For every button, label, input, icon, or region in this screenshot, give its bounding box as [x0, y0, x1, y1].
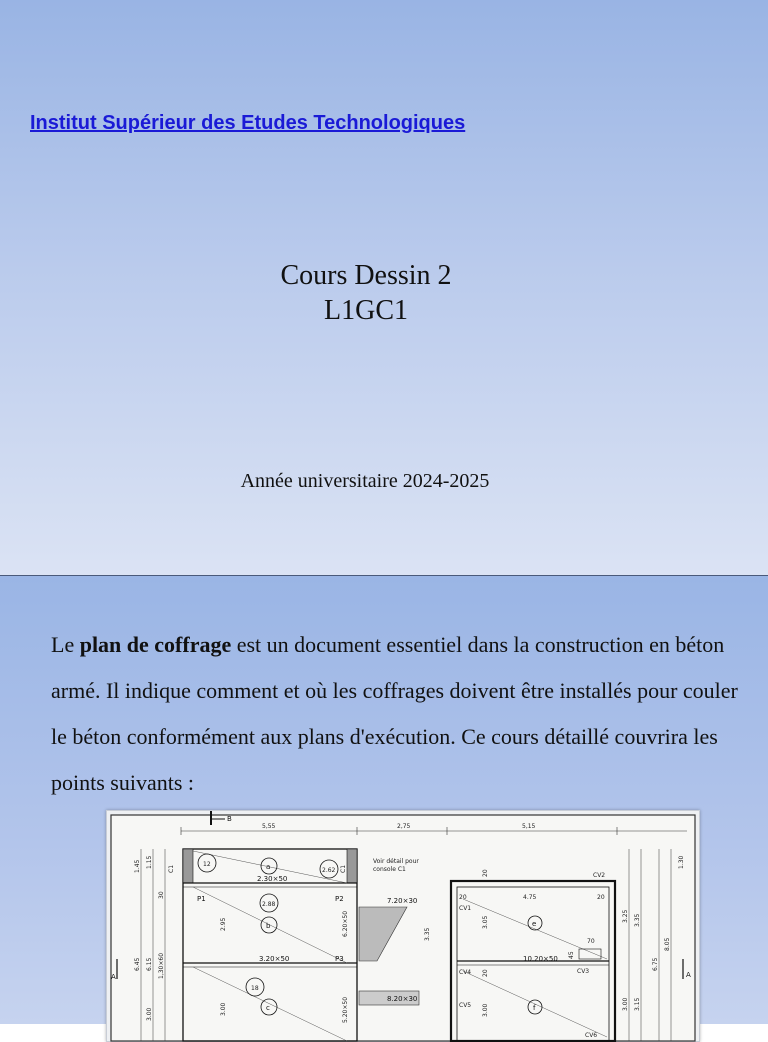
beam-3: 7.20×30 — [387, 897, 418, 905]
panel-e: e — [532, 920, 537, 928]
spot-262: 2.62 — [322, 867, 336, 874]
inner-dim-300: 3.00 — [220, 1002, 227, 1016]
inner-dim-300b: 3.00 — [482, 1003, 489, 1017]
inner-dim-295: 2.95 — [220, 917, 227, 931]
inner-dim-20a: 20 — [459, 894, 467, 901]
inner-dim-305: 3.05 — [482, 915, 489, 929]
opening-width: 70 — [587, 938, 595, 945]
right-dim-4: 6.75 — [652, 957, 659, 971]
formwork-plan-svg — [107, 811, 699, 1041]
opening-depth: 45 — [568, 951, 575, 959]
spot-18: 18 — [251, 985, 259, 992]
post-p1: P1 — [197, 895, 206, 903]
left-dim-6: 1,30×60 — [158, 952, 165, 979]
inner-dim-20b: 20 — [597, 894, 605, 901]
top-dim-2: 2,75 — [397, 823, 411, 830]
post-p3: P3 — [335, 955, 344, 963]
panel-f: f — [533, 1004, 536, 1012]
content-slide — [0, 576, 768, 1039]
cv-4: CV4 — [459, 969, 472, 976]
spot-288: 2.88 — [262, 901, 276, 908]
class-code: L1GC1 — [324, 295, 408, 326]
beam-4: 10.20×50 — [523, 955, 558, 963]
formwork-plan-drawing — [106, 810, 700, 1042]
beam-v1: 6.20×50 — [342, 910, 349, 937]
beam-v2: 5.20×50 — [342, 996, 349, 1023]
spot-12: 12 — [203, 861, 211, 868]
section-marker-a-right: A — [686, 971, 691, 979]
left-dim-3: 30 — [158, 891, 165, 899]
right-dim-7: 3.15 — [634, 997, 641, 1011]
inner-dim-20c: 20 — [482, 869, 489, 877]
left-dim-2: 1.15 — [146, 855, 153, 869]
left-dim-1: 1.45 — [134, 859, 141, 873]
section-marker-a-left: A — [111, 973, 116, 981]
left-dim-4: 6.45 — [134, 957, 141, 971]
institute-link[interactable]: Institut Supérieur des Etudes Technologiques — [30, 112, 466, 134]
column-c1-left: C1 — [168, 864, 175, 873]
academic-year: Année universitaire 2024-2025 — [240, 470, 490, 492]
right-dim-2: 3.25 — [622, 909, 629, 923]
left-dim-7: 3.00 — [146, 1007, 153, 1021]
beam-1: 2.30×50 — [257, 875, 288, 883]
beam-5: 8.20×30 — [387, 995, 418, 1003]
cv-5: CV5 — [459, 1002, 472, 1009]
panel-c: c — [266, 1004, 270, 1012]
note-line-2: console C1 — [373, 866, 406, 873]
right-dim-5: 8.05 — [664, 937, 671, 951]
course-title: Cours Dessin 2 — [280, 260, 452, 291]
panel-b: b — [266, 922, 271, 930]
right-dim-3: 3.35 — [634, 913, 641, 927]
right-dim-1: 1.30 — [678, 855, 685, 869]
inner-dim-475: 4.75 — [523, 894, 537, 901]
para-post: est un document essentiel dans la construction en béton armé. Il indique comment et où les coffrages doivent être installés pour couler le béton conformément aux plans d'exécution. Ce cours détaillé couvrira les points suivants : — [51, 632, 738, 795]
inner-dim-20d: 20 — [482, 969, 489, 977]
top-dim-1: 5,55 — [262, 823, 276, 830]
top-dim-3: 5,15 — [522, 823, 536, 830]
inner-dim-335: 3.35 — [424, 927, 431, 941]
left-dim-5: 6.15 — [146, 957, 153, 971]
cv-6: CV6 — [585, 1032, 598, 1039]
cv-2: CV2 — [593, 872, 606, 879]
panel-a: a — [266, 863, 271, 871]
post-p2: P2 — [335, 895, 344, 903]
section-marker-b: B — [227, 815, 232, 823]
column-c1-right: C1 — [340, 864, 347, 873]
para-pre: Le — [51, 632, 80, 657]
beam-2: 3.20×50 — [259, 955, 290, 963]
cv-3: CV3 — [577, 968, 590, 975]
right-dim-6: 3.00 — [622, 997, 629, 1011]
cv-1: CV1 — [459, 905, 472, 912]
para-bold-term: plan de coffrage — [79, 632, 232, 657]
note-line-1: Voir détail pour — [373, 858, 419, 865]
intro-paragraph — [51, 622, 751, 806]
